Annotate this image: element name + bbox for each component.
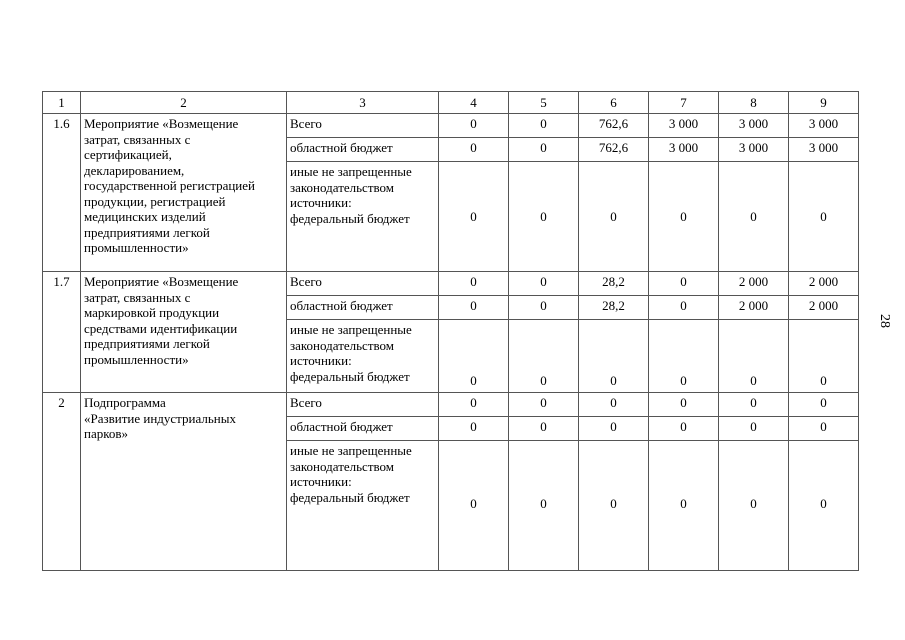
value-cell: 0 — [439, 320, 509, 393]
table-row — [43, 114, 859, 138]
value-cell: 0 — [579, 162, 649, 272]
header-row — [43, 92, 859, 114]
value-cell: 3 000 — [649, 138, 719, 162]
value-cell: 2 000 — [719, 272, 789, 296]
value-cell: 0 — [439, 138, 509, 162]
value-cell: 0 — [509, 320, 579, 393]
value-cell: 28,2 — [579, 272, 649, 296]
header-cell: 5 — [509, 92, 579, 114]
value-cell: 2 000 — [789, 296, 859, 320]
value-cell: 0 — [579, 320, 649, 393]
header-cell: 7 — [649, 92, 719, 114]
value-cell: 3 000 — [649, 114, 719, 138]
value-cell: 0 — [579, 441, 649, 571]
value-cell: 0 — [509, 296, 579, 320]
value-cell: 0 — [789, 320, 859, 393]
value-cell: 0 — [719, 417, 789, 441]
value-cell: 762,6 — [579, 114, 649, 138]
value-cell: 0 — [649, 441, 719, 571]
value-cell: 0 — [789, 417, 859, 441]
funding-source: иные не запрещенные законодательством источники: федеральный бюджет — [287, 162, 439, 272]
value-cell: 762,6 — [579, 138, 649, 162]
value-cell: 0 — [439, 162, 509, 272]
value-cell: 0 — [719, 441, 789, 571]
funding-source: иные не запрещенные законодательством источники: федеральный бюджет — [287, 320, 439, 393]
funding-source: Всего — [287, 272, 439, 296]
value-cell: 0 — [649, 272, 719, 296]
value-cell: 0 — [439, 393, 509, 417]
funding-source: иные не запрещенные законодательством источники: федеральный бюджет — [287, 441, 439, 571]
row-number: 1.7 — [43, 272, 81, 393]
page-number: 28 — [877, 314, 892, 328]
value-cell: 0 — [719, 393, 789, 417]
value-cell: 0 — [719, 320, 789, 393]
table-row — [43, 272, 859, 296]
value-cell: 0 — [649, 417, 719, 441]
value-cell: 0 — [509, 417, 579, 441]
value-cell: 0 — [789, 441, 859, 571]
value-cell: 0 — [439, 296, 509, 320]
funding-source: Всего — [287, 393, 439, 417]
value-cell: 3 000 — [719, 138, 789, 162]
value-cell: 0 — [509, 272, 579, 296]
value-cell: 0 — [439, 417, 509, 441]
value-cell: 3 000 — [789, 114, 859, 138]
funding-source: областной бюджет — [287, 296, 439, 320]
value-cell: 0 — [439, 114, 509, 138]
activity-name: Мероприятие «Возмещение затрат, связанных с сертификацией, декларированием, государственной регистрацией продукции, регистрацией медицинских изделий предприятиями легкой промышленности» — [81, 114, 287, 272]
value-cell: 0 — [509, 393, 579, 417]
row-number: 1.6 — [43, 114, 81, 272]
funding-source: областной бюджет — [287, 417, 439, 441]
value-cell: 0 — [579, 393, 649, 417]
budget-table — [42, 91, 859, 571]
value-cell: 0 — [649, 320, 719, 393]
value-cell: 0 — [509, 114, 579, 138]
value-cell: 28,2 — [579, 296, 649, 320]
header-cell: 1 — [43, 92, 81, 114]
value-cell: 0 — [649, 162, 719, 272]
value-cell: 0 — [789, 162, 859, 272]
header-cell: 9 — [789, 92, 859, 114]
value-cell: 3 000 — [719, 114, 789, 138]
value-cell: 0 — [509, 138, 579, 162]
value-cell: 0 — [509, 162, 579, 272]
row-number: 2 — [43, 393, 81, 571]
value-cell: 2 000 — [789, 272, 859, 296]
header-cell: 3 — [287, 92, 439, 114]
funding-source: Всего — [287, 114, 439, 138]
value-cell: 0 — [649, 393, 719, 417]
value-cell: 0 — [509, 441, 579, 571]
value-cell: 0 — [649, 296, 719, 320]
value-cell: 0 — [439, 272, 509, 296]
value-cell: 0 — [579, 417, 649, 441]
value-cell: 2 000 — [719, 296, 789, 320]
value-cell: 0 — [789, 393, 859, 417]
activity-name: Мероприятие «Возмещение затрат, связанных с маркировкой продукции средствами идентификации предприятиями легкой промышленности» — [81, 272, 287, 393]
funding-source: областной бюджет — [287, 138, 439, 162]
value-cell: 3 000 — [789, 138, 859, 162]
header-cell: 6 — [579, 92, 649, 114]
header-cell: 8 — [719, 92, 789, 114]
activity-name: Подпрограмма «Развитие индустриальных парков» — [81, 393, 287, 571]
table-row — [43, 393, 859, 417]
value-cell: 0 — [439, 441, 509, 571]
header-cell: 2 — [81, 92, 287, 114]
header-cell: 4 — [439, 92, 509, 114]
value-cell: 0 — [719, 162, 789, 272]
